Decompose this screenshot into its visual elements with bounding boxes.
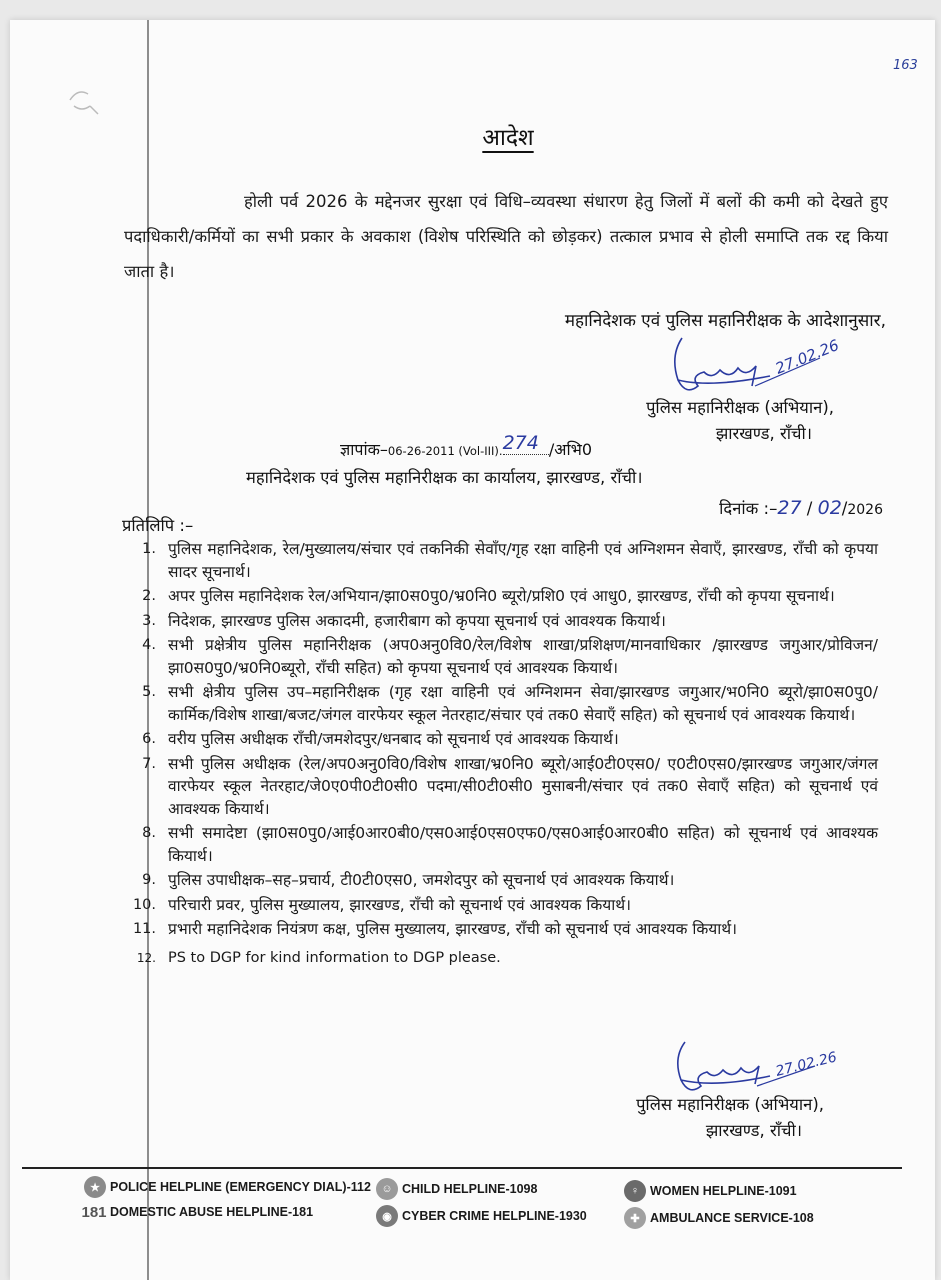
- document-title: आदेश: [482, 125, 534, 151]
- item-number: 12.: [136, 950, 156, 965]
- item-text: परिचारी प्रवर, पुलिस मुख्यालय, झारखण्ड, राँची को सूचनार्थ एवं आवश्यक कियार्थ।: [168, 895, 632, 914]
- date-year: 2026: [847, 502, 883, 518]
- item-number: 7.: [142, 755, 156, 772]
- women-icon: ♀: [624, 1180, 646, 1202]
- by-order-line: महानिदेशक एवं पुलिस महानिरीक्षक के आदेशानुसार,: [564, 311, 886, 331]
- item-text: पुलिस उपाधीक्षक–सह–प्रचार्य, टी0टी0एस0, जमशेदपुर को सूचनार्थ एवं आवश्यक कियार्थ।: [168, 871, 675, 889]
- signatory-location: झारखण्ड, राँची।: [705, 1121, 802, 1140]
- item-text: वरीय पुलिस अधीक्षक राँची/जमशेदपुर/धनबाद को सूचनार्थ एवं आवश्यक कियार्थ।: [168, 730, 619, 748]
- police-icon: ★: [84, 1176, 106, 1198]
- helpline-label: DOMESTIC ABUSE HELPLINE-181: [110, 1205, 314, 1219]
- copy-to-item: [120, 538, 878, 583]
- item-text: सभी पुलिस अधीक्षक (रेल/अप0अनु0वि0/विशेष शाखा/भ्र0नि0 ब्यूरो/आई0टी0एस0/ ए0टी0एस0/झारखण्ड जगुआर/जंगल वारफेयर स्कूल नेतरहाट/जे0ए0पी0टी0सी0 पदमा/सी0टी0सी0 मुसाबनी/संचार एवं तक0 सेवाएँ सहित) को सूचनार्थ एवं आवश्यक कियार्थ।: [168, 754, 878, 818]
- signature-date-2: 27.02.26: [774, 1049, 839, 1080]
- child-icon: ☺: [376, 1178, 398, 1200]
- item-number: 5.: [142, 684, 156, 700]
- copy-to-list: [120, 538, 878, 971]
- item-text: सभी समादेष्टा (झा0स0पु0/आई0आर0बी0/एस0आई0एस0एफ0/एस0आई0आर0बी0 सहित) को सूचनार्थ एवं आवश्यक कियार्थ।: [168, 824, 878, 865]
- item-number: 8.: [142, 825, 156, 841]
- signatory-designation: पुलिस महानिरीक्षक (अभियान),: [646, 398, 834, 417]
- copy-to-item: [120, 634, 878, 679]
- item-number: 2.: [142, 588, 156, 604]
- item-text: पुलिस महानिदेशक, रेल/मुख्यालय/संचार एवं तकनिकी सेवाँए/गृह रक्षा वाहिनी एवं अग्निशमन सेवाएँ, झारखण्ड, राँची को कृपया सादर सूचनार्थ।: [168, 540, 878, 581]
- memo-number: 274: [503, 432, 549, 455]
- memo-label: ज्ञापांक–: [340, 440, 388, 459]
- helpline-women: [624, 1180, 797, 1202]
- helpline-ambulance: [624, 1207, 814, 1229]
- helpline-police: [84, 1176, 371, 1198]
- item-number: 11.: [132, 921, 156, 937]
- date-day: 27: [777, 497, 802, 519]
- signatory-block-2: [636, 1092, 824, 1144]
- copy-to-item: [120, 610, 878, 633]
- signatory-designation: पुलिस महानिरीक्षक (अभियान),: [636, 1095, 824, 1114]
- ambulance-icon: ✚: [624, 1207, 646, 1229]
- office-name: महानिदेशक एवं पुलिस महानिरीक्षक का कार्यालय, झारखण्ड, राँची।: [246, 468, 643, 487]
- helpline-label: CYBER CRIME HELPLINE-1930: [402, 1209, 587, 1223]
- helpline-label: AMBULANCE SERVICE-108: [650, 1211, 814, 1225]
- page-number: 163: [893, 58, 918, 73]
- copy-to-item: [120, 894, 878, 917]
- copy-to-item: [120, 869, 878, 892]
- signatory-location: झारखण्ड, राँची।: [715, 424, 812, 443]
- item-text: PS to DGP for kind information to DGP please.: [168, 949, 501, 966]
- memo-suffix: /अभि0: [548, 440, 593, 459]
- copy-to-item: [120, 822, 878, 867]
- helpline-label: POLICE HELPLINE (EMERGENCY DIAL)-112: [110, 1180, 371, 1194]
- item-number: 6.: [142, 731, 156, 747]
- item-number: 9.: [142, 872, 156, 888]
- copy-to-label: प्रतिलिपि :–: [122, 516, 194, 535]
- cyber-icon: ◉: [376, 1205, 398, 1227]
- 181-icon: 181: [81, 1203, 107, 1221]
- item-text: प्रभारी महानिदेशक नियंत्रण कक्ष, पुलिस मुख्यालय, झारखण्ड, राँची को सूचनार्थ एवं आवश्यक कियार्थ।: [168, 920, 738, 938]
- item-number: 1.: [142, 541, 156, 557]
- helpline-label: CHILD HELPLINE-1098: [402, 1182, 538, 1196]
- copy-to-item: [120, 681, 878, 726]
- order-body: होली पर्व 2026 के मद्देनजर सुरक्षा एवं विधि–व्यवस्था संधारण हेतु जिलों में बलों की कमी को देखते हुए पदाधिकारी/कर्मियों का सभी प्रकार के अवकाश (विशेष परिस्थिति को छोड़कर) तत्काल प्रभाव से होली समाप्ति तक रद्द किया जाता है।: [124, 192, 888, 281]
- copy-to-item: [120, 918, 878, 941]
- item-number: 3.: [142, 612, 156, 629]
- file-number: 06-26-2011 (Vol-III).: [387, 444, 503, 458]
- document-date: दिनांक :–27 / 02/2026: [719, 497, 883, 519]
- helpline-cyber-crime: [376, 1205, 587, 1227]
- date-month: 02: [817, 497, 842, 519]
- signature-date-1: 27.02.26: [772, 336, 842, 378]
- copy-to-item: [120, 728, 878, 751]
- helpline-label: WOMEN HELPLINE-1091: [650, 1184, 797, 1198]
- date-label: दिनांक :–: [719, 499, 778, 518]
- copy-to-item: [120, 585, 878, 608]
- item-number: 10.: [132, 896, 156, 913]
- helpline-domestic-abuse: [82, 1201, 313, 1223]
- copy-to-item: [120, 753, 878, 821]
- punch-hole-mark: [68, 86, 102, 116]
- helpline-child: [376, 1178, 537, 1200]
- item-text: सभी क्षेत्रीय पुलिस उप–महानिरीक्षक (गृह रक्षा वाहिनी एवं अग्निशमन सेवा/झारखण्ड जगुआर/भ0नि0 ब्यूरो/झा0स0पु0/कार्मिक/विशेष शाखा/बजट/जंगल वारफेयर स्कूल नेतरहाट/संचार एवं तक0 सेवाएँ सहित) को सूचनार्थ एवं आवश्यक कियार्थ।: [168, 683, 878, 724]
- item-number: 4.: [142, 637, 156, 653]
- memo-reference: [340, 432, 593, 460]
- item-text: निदेशक, झारखण्ड पुलिस अकादमी, हजारीबाग को कृपया सूचनार्थ एवं आवश्यक कियार्थ।: [168, 611, 666, 630]
- item-text: सभी प्रक्षेत्रीय पुलिस महानिरीक्षक (अप0अनु0वि0/रेल/विशेष शाखा/प्रशिक्षण/मानवाधिकार /झारखण्ड जगुआर/प्रोविजन/झा0स0पु0/भ्र0नि0ब्यूरो, राँची सहित) को कृपया सूचनार्थ एवं आवश्यक कियार्थ।: [168, 636, 878, 677]
- footer-divider: [22, 1167, 902, 1169]
- copy-to-item: [120, 947, 878, 970]
- item-text: अपर पुलिस महानिदेशक रेल/अभियान/झा0स0पु0/भ्र0नि0 ब्यूरो/प्रशि0 एवं आधु0, झारखण्ड, राँची को कृपया सूचनार्थ।: [168, 587, 835, 605]
- signatory-block-1: [646, 395, 834, 447]
